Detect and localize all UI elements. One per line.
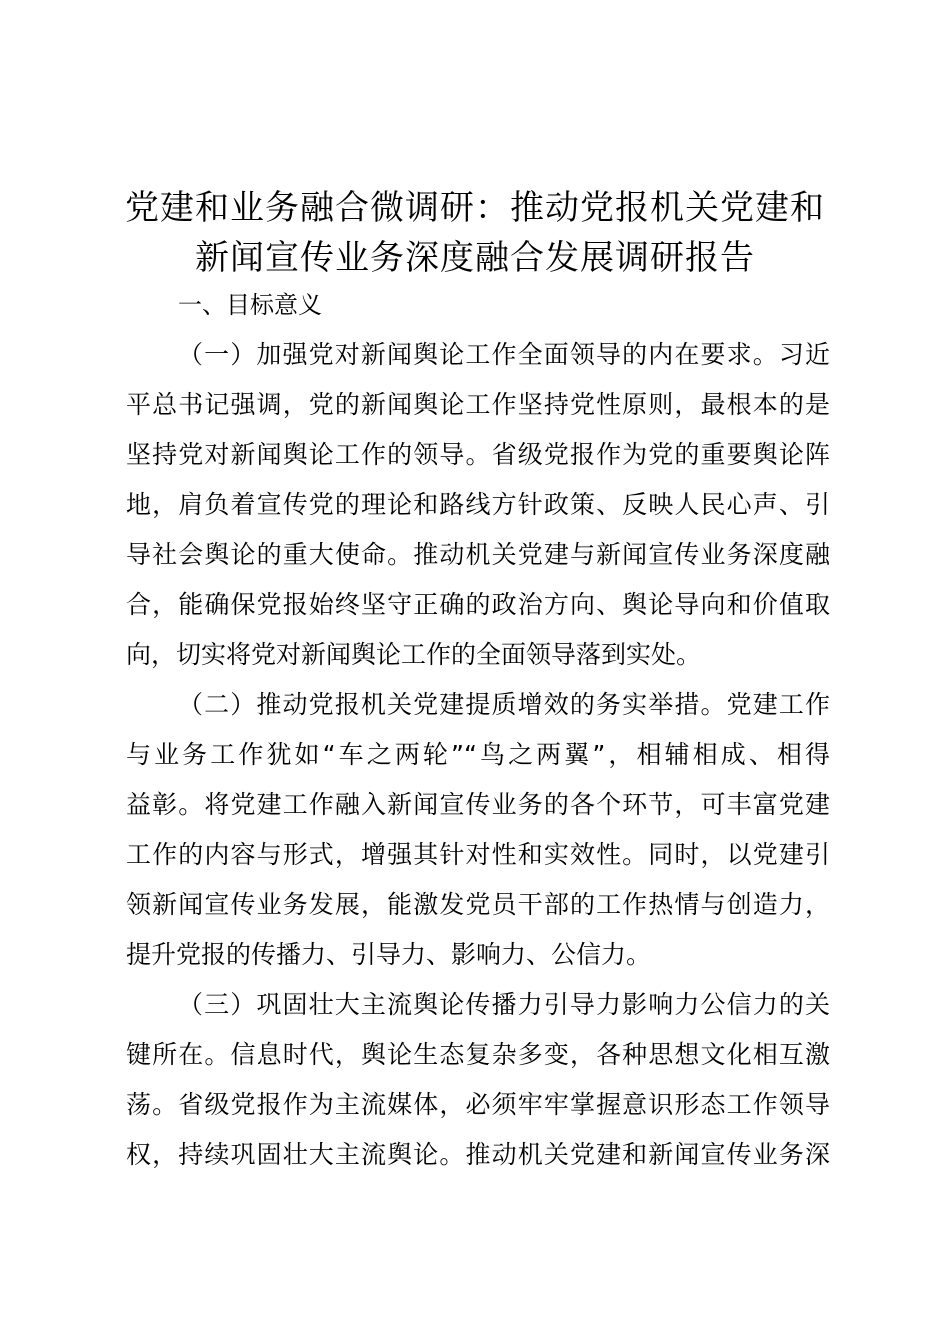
paragraph-3-line: （三）巩固壮大主流舆论传播力引导力影响力公信力的关: [178, 990, 830, 1019]
paragraph-2-line: 益彰。将党建工作融入新闻宣传业务的各个环节，可丰富党建: [126, 790, 830, 819]
paragraph-2-line: 提升党报的传播力、引导力、影响力、公信力。: [126, 940, 652, 969]
paragraph-1-line: 平总书记强调，党的新闻舆论工作坚持党性原则，最根本的是: [126, 390, 830, 419]
paragraph-3-line: 权，持续巩固壮大主流舆论。推动机关党建和新闻宣传业务深: [126, 1140, 830, 1169]
paragraph-2-line: 领新闻宣传业务发展，能激发党员干部的工作热情与创造力，: [126, 890, 830, 919]
paragraph-1-line: 合，能确保党报始终坚守正确的政治方向、舆论导向和价值取: [126, 590, 830, 619]
paragraph-3-line: 荡。省级党报作为主流媒体，必须牢牢掌握意识形态工作领导: [126, 1090, 830, 1119]
paragraph-1-line: 向，切实将党对新闻舆论工作的全面领导落到实处。: [126, 640, 702, 669]
paragraph-1-line: 坚持党对新闻舆论工作的领导。省级党报作为党的重要舆论阵: [126, 440, 830, 469]
paragraph-2-line: 与业务工作犹如“车之两轮”“鸟之两翼”，相辅相成、相得: [126, 740, 830, 769]
paragraph-1-line: 导社会舆论的重大使命。推动机关党建与新闻宣传业务深度融: [126, 540, 830, 569]
document-title-line-1: 党建和业务融合微调研：推动党报机关党建和: [125, 188, 825, 228]
paragraph-1-line: 地，肩负着宣传党的理论和路线方针政策、反映人民心声、引: [126, 490, 830, 519]
paragraph-2-line: （二）推动党报机关党建提质增效的务实举措。党建工作: [178, 690, 830, 719]
paragraph-3-line: 键所在。信息时代，舆论生态复杂多变，各种思想文化相互激: [126, 1040, 830, 1069]
section-heading: 一、目标意义: [178, 291, 322, 319]
paragraph-2-line: 工作的内容与形式，增强其针对性和实效性。同时，以党建引: [126, 840, 830, 869]
document-title-line-2: 新闻宣传业务深度融合发展调研报告: [195, 238, 755, 278]
paragraph-1-line: （一）加强党对新闻舆论工作全面领导的内在要求。习近: [178, 340, 830, 369]
